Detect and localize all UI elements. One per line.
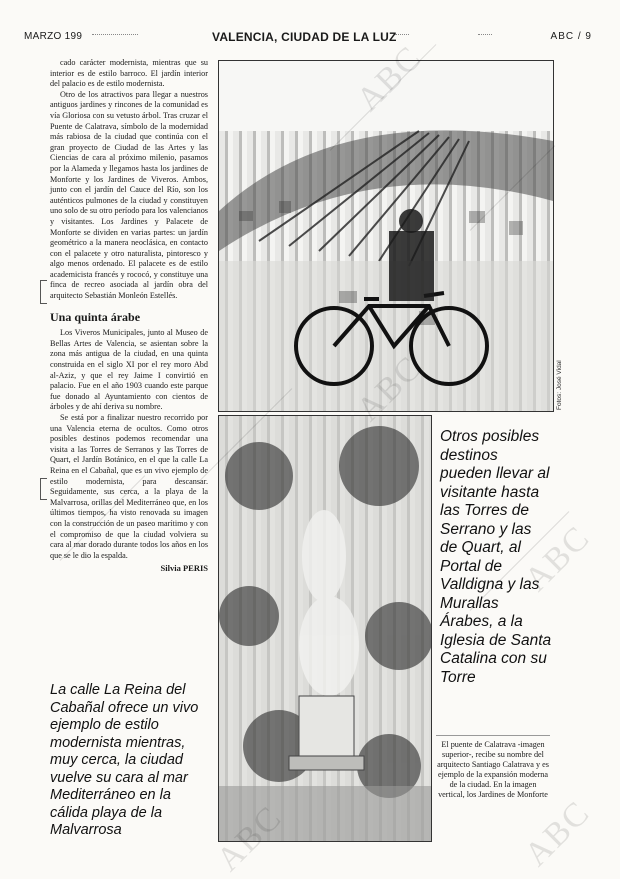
page-date: MARZO 199 [24,31,83,42]
article-paragraph: Se está por a finalizar nuestro recorrido por una Valencia eterna de ocultos. Como otros posibles destinos podemos recomendar una visita a las Torres de Serranos y las Torres de Quart, el Jardín Botánico, en el que la calle La Reina en el Cabañal, que es un vivo ejemplo de estilo modernista, para descansar. Seguidamente, sus cerca, a la playa de la Malvarrosa, orillas del Mediterráneo que, en los últimos tiempos, ha visto renovada su imagen con la construcción de un paseo marítimo y con el compromiso de que la ciudad volviera su cara al mar dorado durante todos los años en los que se le dio la espalda. [50,413,208,560]
pull-quote-right: Otros posibles destinos pueden llevar al visitante hasta las Torres de Serrano y las de Quart, al Portal de Valldigna y las Murallas Árabes, a la Iglesia de Santa Catalina con su Torre [440,428,552,686]
header-divider [478,34,492,36]
margin-bracket [40,280,47,304]
gardens-statue-image [219,416,431,841]
article-body [50,58,208,574]
section-title: VALENCIA, CIUDAD DE LA LUZ [212,30,397,44]
article-paragraph: Otro de los atractivos para llegar a nuestros antiguos jardines y rincones de la comunidad es vía Gloriosa con su vetusto árbol. Tras cruzar el Puente de Calatrava, símbolo de la modernidad más rabiosa de la ciudad que continúa con el gran proyecto de Ciudad de las Artes y las Ciencias de cara al próximo milenio, pasamos por la Alameda y llegamos hasta los jardines de Monforte y los Jardines de Viveros. Ambos, junto con el jardín del Cauce del Río, son los auténticos pulmones de la ciudad y constituyen uno solo de su otro período para los valencianos y visitantes. Los Jardines y Palacete de Monforte se dividen en varias partes: un jardín geométrico a la manera neoclásica, en contacto con el palacete y otro naturalista, pintoresco y algo menos ordenado. El palacete es de estilo academicista francés y rococó, y constituye una finca de recreo asociada al jardín obra del arquitecto Sebastián Monleón Estellés. [50,89,208,301]
header-divider [92,34,138,36]
watermark-logo: ABC [517,518,598,599]
watermark-logo: ABC [517,793,598,874]
article-paragraph: Los Viveros Municipales, junto al Museo de Bellas Artes de Valencia, se asientan sobre la zona más antigua de la ciudad, en una quinta construida en el siglo XI por el rey moro Abd al-Aziz, y que el rey Jaime I convirtió en palacio. Fue en el año 1903 cuando este parque fue donado al Ayuntamiento con cientos de árboles y de ahí deriva su nombre. [50,328,208,412]
pull-quote-left: La calle La Reina del Cabañal ofrece un vivo ejemplo de estilo modernista mientras, muy cerca, la ciudad vuelve su cara al mar Mediterráneo en la cálida playa de la Malvarrosa [50,682,199,838]
photo-caption: El puente de Calatrava -imagen superior-, recibe su nombre del arquitecto Santiago Calatrava y es ejemplo de la expansión moderna de la ciudad. En la imagen vertical, los Jardines de Monforte [437,740,549,799]
caption-divider [436,735,550,736]
article-paragraph: cado carácter modernista, mientras que su interior es de estilo barroco. El jardín interior del palacio es de estilo modernista. [50,58,208,89]
header-divider [395,34,409,36]
publication-page: ABC / 9 [550,31,592,42]
page-header [0,0,620,50]
photo-jardines-monforte [218,415,432,842]
article-subhead: Una quinta árabe [50,309,141,324]
photo-calatrava-bridge [218,60,554,412]
author-signature: Silvia PERIS [160,563,208,574]
photo-credit: Fotos: José Vidal [556,360,563,410]
bridge-bicycle-image [219,61,553,411]
margin-bracket [40,478,47,500]
